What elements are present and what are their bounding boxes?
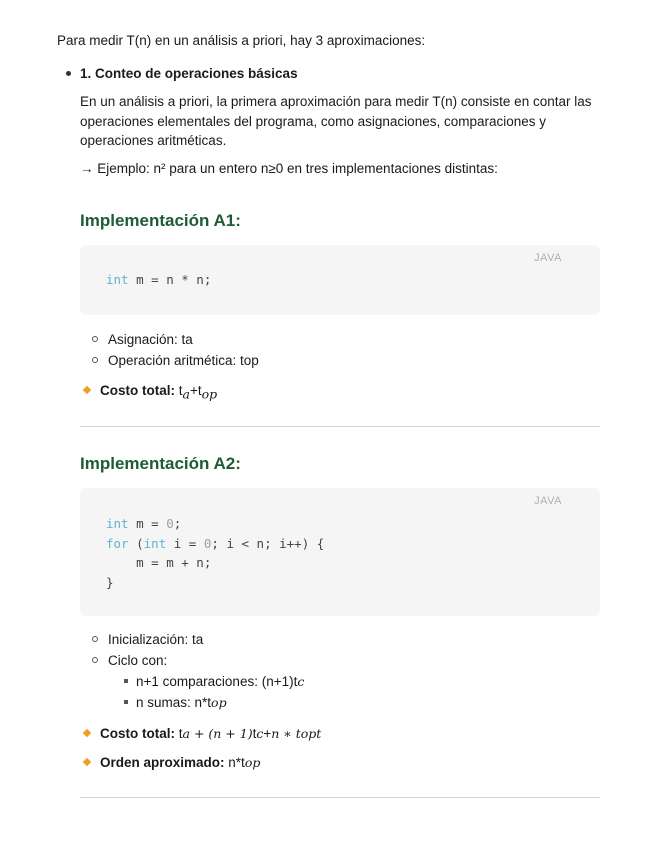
code-number: 0	[203, 535, 212, 551]
code-lang-label: JAVA	[534, 495, 562, 507]
code-keyword: int	[106, 516, 129, 531]
math-sub: op	[211, 695, 227, 710]
order-math: op	[244, 755, 261, 770]
code-text: ;	[173, 516, 182, 531]
code-block-a2[interactable]	[80, 488, 600, 616]
cost-sub: op	[201, 386, 218, 402]
sublist-text: n sumas: n*t	[136, 695, 212, 710]
section-1-paragraph: En un análisis a priori, la primera aproximación para medir T(n) consiste en contar las operaciones elementales del programa, como asignaciones, comparaciones y operaciones aritméticas.	[80, 94, 592, 148]
code-lang-label: JAVA	[534, 252, 562, 264]
list-item	[92, 650, 304, 713]
cost-math: a + (n + 1)	[182, 726, 253, 741]
code-line: m = m + n;	[106, 555, 212, 570]
sublist-item	[108, 692, 304, 713]
code-keyword: for	[106, 535, 129, 551]
code-keyword: int	[106, 272, 129, 287]
cost-part: t	[197, 383, 202, 398]
heading-a2: Implementación A2:	[80, 454, 241, 473]
list-item: Inicialización: ta	[92, 629, 304, 650]
section-1-title: 1. Conteo de operaciones básicas	[80, 66, 298, 81]
code-text: m =	[128, 516, 167, 531]
sublist-item	[108, 671, 304, 692]
diamond-icon	[83, 386, 91, 394]
section-1-heading	[66, 64, 298, 83]
bullet-icon	[66, 71, 71, 76]
code-block-a1[interactable]	[80, 245, 600, 315]
cost-part: t	[178, 726, 183, 741]
cost-part: t	[252, 726, 257, 741]
cost-math: c	[256, 726, 264, 741]
list-item: Asignación: ta	[92, 329, 259, 350]
a2-sublist	[108, 671, 304, 713]
divider	[80, 426, 600, 427]
cost-label: Costo total:	[100, 726, 175, 741]
order-part: n*t	[228, 755, 245, 770]
cost-label: Costo total:	[100, 383, 175, 398]
code-line	[106, 534, 324, 554]
cost-sub: a	[182, 386, 190, 402]
heading-a1: Implementación A1:	[80, 211, 241, 230]
a2-cost	[84, 724, 321, 743]
diamond-icon	[83, 758, 91, 766]
code-number: 0	[166, 516, 174, 531]
code-text: i =	[166, 535, 204, 551]
intro-text: Para medir T(n) en un análisis a priori, hay 3 aproximaciones:	[57, 33, 426, 48]
list-item: Operación aritmética: top	[92, 350, 259, 371]
a2-order	[84, 753, 260, 772]
cost-part: +	[189, 383, 198, 398]
code-line	[106, 514, 181, 534]
code-keyword: int	[143, 535, 167, 551]
code-text: (	[128, 535, 144, 551]
cost-part: t	[178, 383, 183, 398]
cost-math: n ∗ topt	[271, 726, 322, 741]
example-line: → Ejemplo: n² para un entero n≥0 en tres implementaciones distintas:	[80, 161, 498, 176]
code-text: m = n * n;	[128, 272, 212, 287]
order-label: Orden aproximado:	[100, 755, 225, 770]
sublist-text: n+1 comparaciones: (n+1)t	[136, 674, 298, 689]
code-text: ; i < n; i++) {	[211, 535, 325, 551]
divider	[80, 797, 600, 798]
diamond-icon	[83, 729, 91, 737]
code-line: }	[106, 574, 114, 590]
a1-list	[92, 329, 259, 371]
a2-list	[92, 629, 304, 713]
a1-cost	[84, 381, 217, 404]
math-sub: c	[297, 674, 305, 689]
cost-part: +	[263, 726, 272, 741]
list-item-text: Ciclo con:	[108, 653, 168, 668]
code-line	[106, 270, 211, 290]
